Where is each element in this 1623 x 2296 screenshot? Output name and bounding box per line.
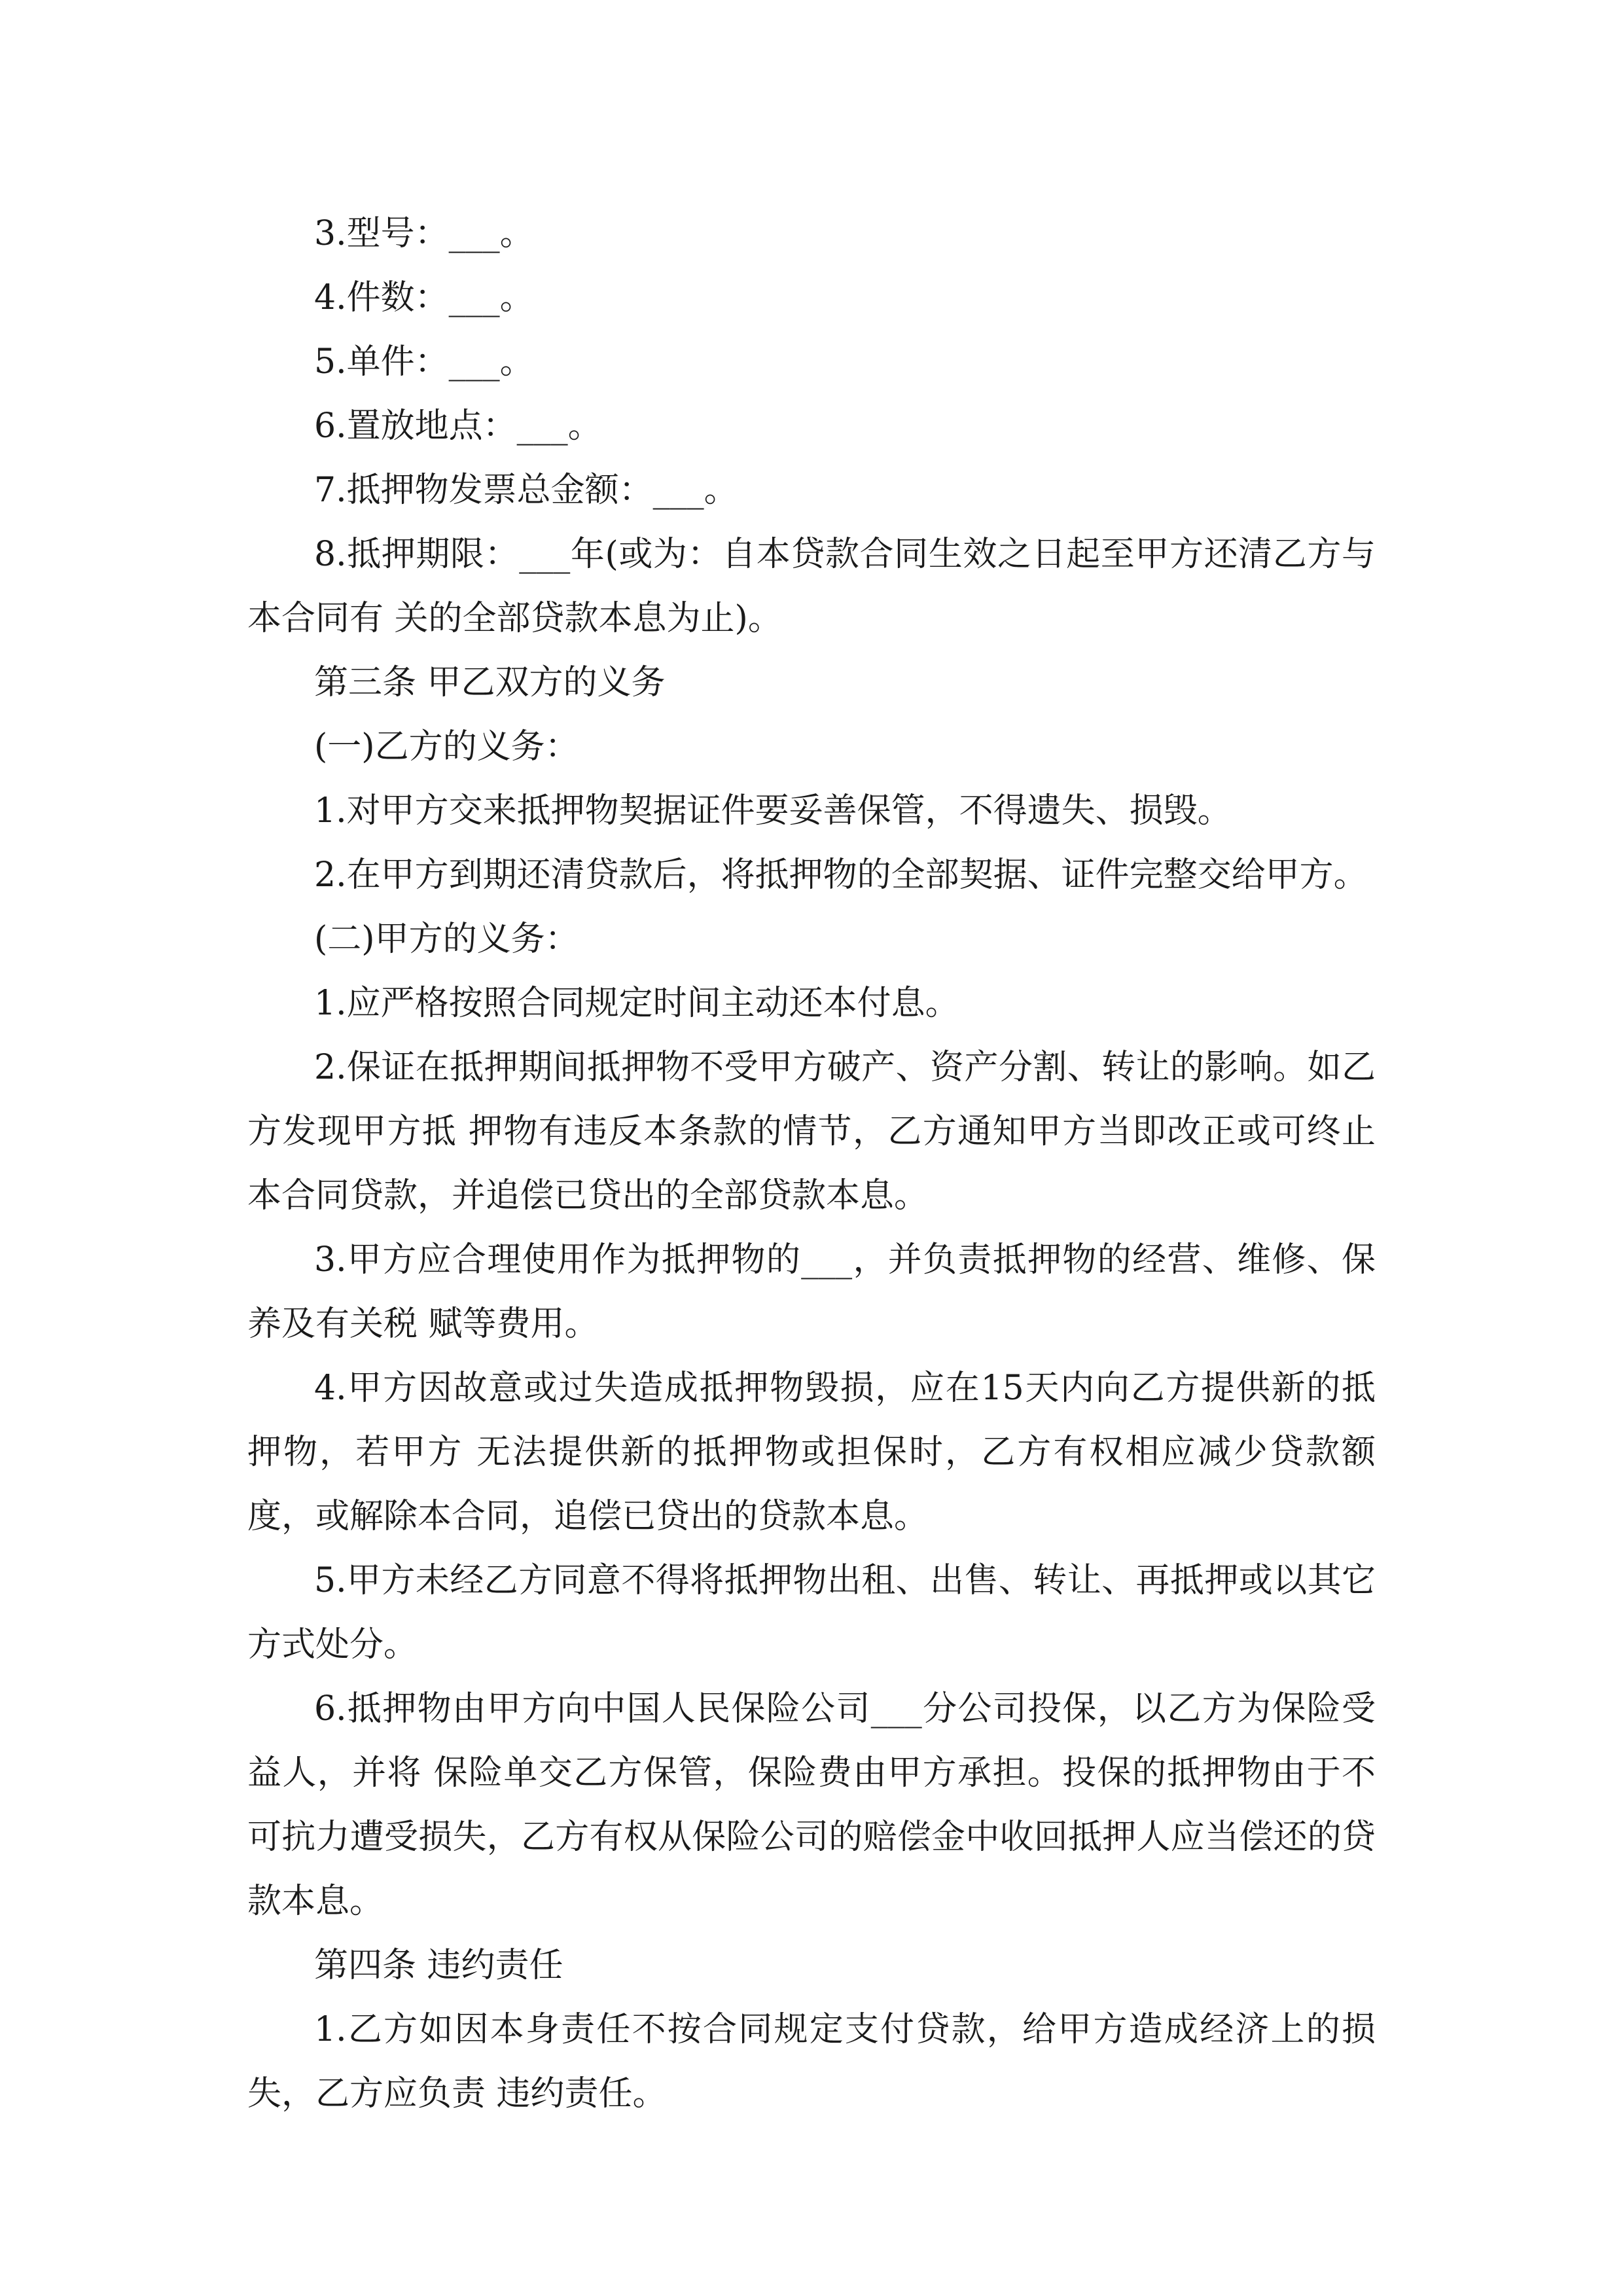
party-a-duty-6: 6.抵押物由甲方向中国人民保险公司___分公司投保，以乙方为保险受益人，并将 保险单交乙方保管，保险费由甲方承担。投保的抵押物由于不可抗力遭受损失，乙方有权从保险公司的赔偿金中收回抵押人应当偿还的贷款本息。 [247,1689,1376,1921]
party-a-duty-2: 2.保证在抵押期间抵押物不受甲方破产、资产分割、转让的影响。如乙方发现甲方抵 押物有违反本条款的情节，乙方通知甲方当即改正或可终止本合同贷款，并追偿已贷出的全部贷款本息。 [247,1048,1376,1215]
clause-item-unit: 5.单件：___。 [314,342,534,382]
article-4-heading: 第四条 违约责任 [314,1946,563,1985]
clause-item-model: 3.型号：___。 [314,214,534,253]
document-body [247,202,1376,2126]
article-3-heading: 第三条 甲乙双方的义务 [314,663,666,702]
party-a-duty-5: 5.甲方未经乙方同意不得将抵押物出租、出售、转让、再抵押或以其它方式处分。 [247,1561,1376,1664]
party-a-duty-3: 3.甲方应合理使用作为抵押物的___，并负责抵押物的经营、维修、保养及有关税 赋等费用。 [247,1240,1376,1344]
party-b-duty-1: 1.对甲方交来抵押物契据证件要妥善保管，不得遗失、损毁。 [314,791,1232,831]
party-b-duty-2: 2.在甲方到期还清贷款后，将抵押物的全部契据、证件完整交给甲方。 [314,855,1368,895]
clause-item-invoice-amount: 7.抵押物发票总金额：___。 [314,471,738,510]
party-a-duty-4: 4.甲方因故意或过失造成抵押物毁损，应在15天内向乙方提供新的抵押物，若甲方 无法提供新的抵押物或担保时，乙方有权相应减少贷款额度，或解除本合同，追偿已贷出的贷款本息。 [247,1369,1376,1536]
liability-item-1: 1.乙方如因本身责任不按合同规定支付贷款，给甲方造成经济上的损失，乙方应负责 违约责任。 [247,2010,1376,2113]
clause-item-term: 8.抵押期限：___年(或为：自本贷款合同生效之日起至甲方还清乙方与本合同有 关的全部贷款本息为止)。 [247,535,1376,638]
clause-item-location: 6.置放地点：___。 [314,406,602,446]
party-a-duties-heading: (二)甲方的义务： [314,920,579,959]
party-a-duty-1: 1.应严格按照合同规定时间主动还本付息。 [314,984,959,1023]
clause-item-count: 4.件数：___。 [314,278,534,317]
party-b-duties-heading: (一)乙方的义务： [314,727,579,766]
